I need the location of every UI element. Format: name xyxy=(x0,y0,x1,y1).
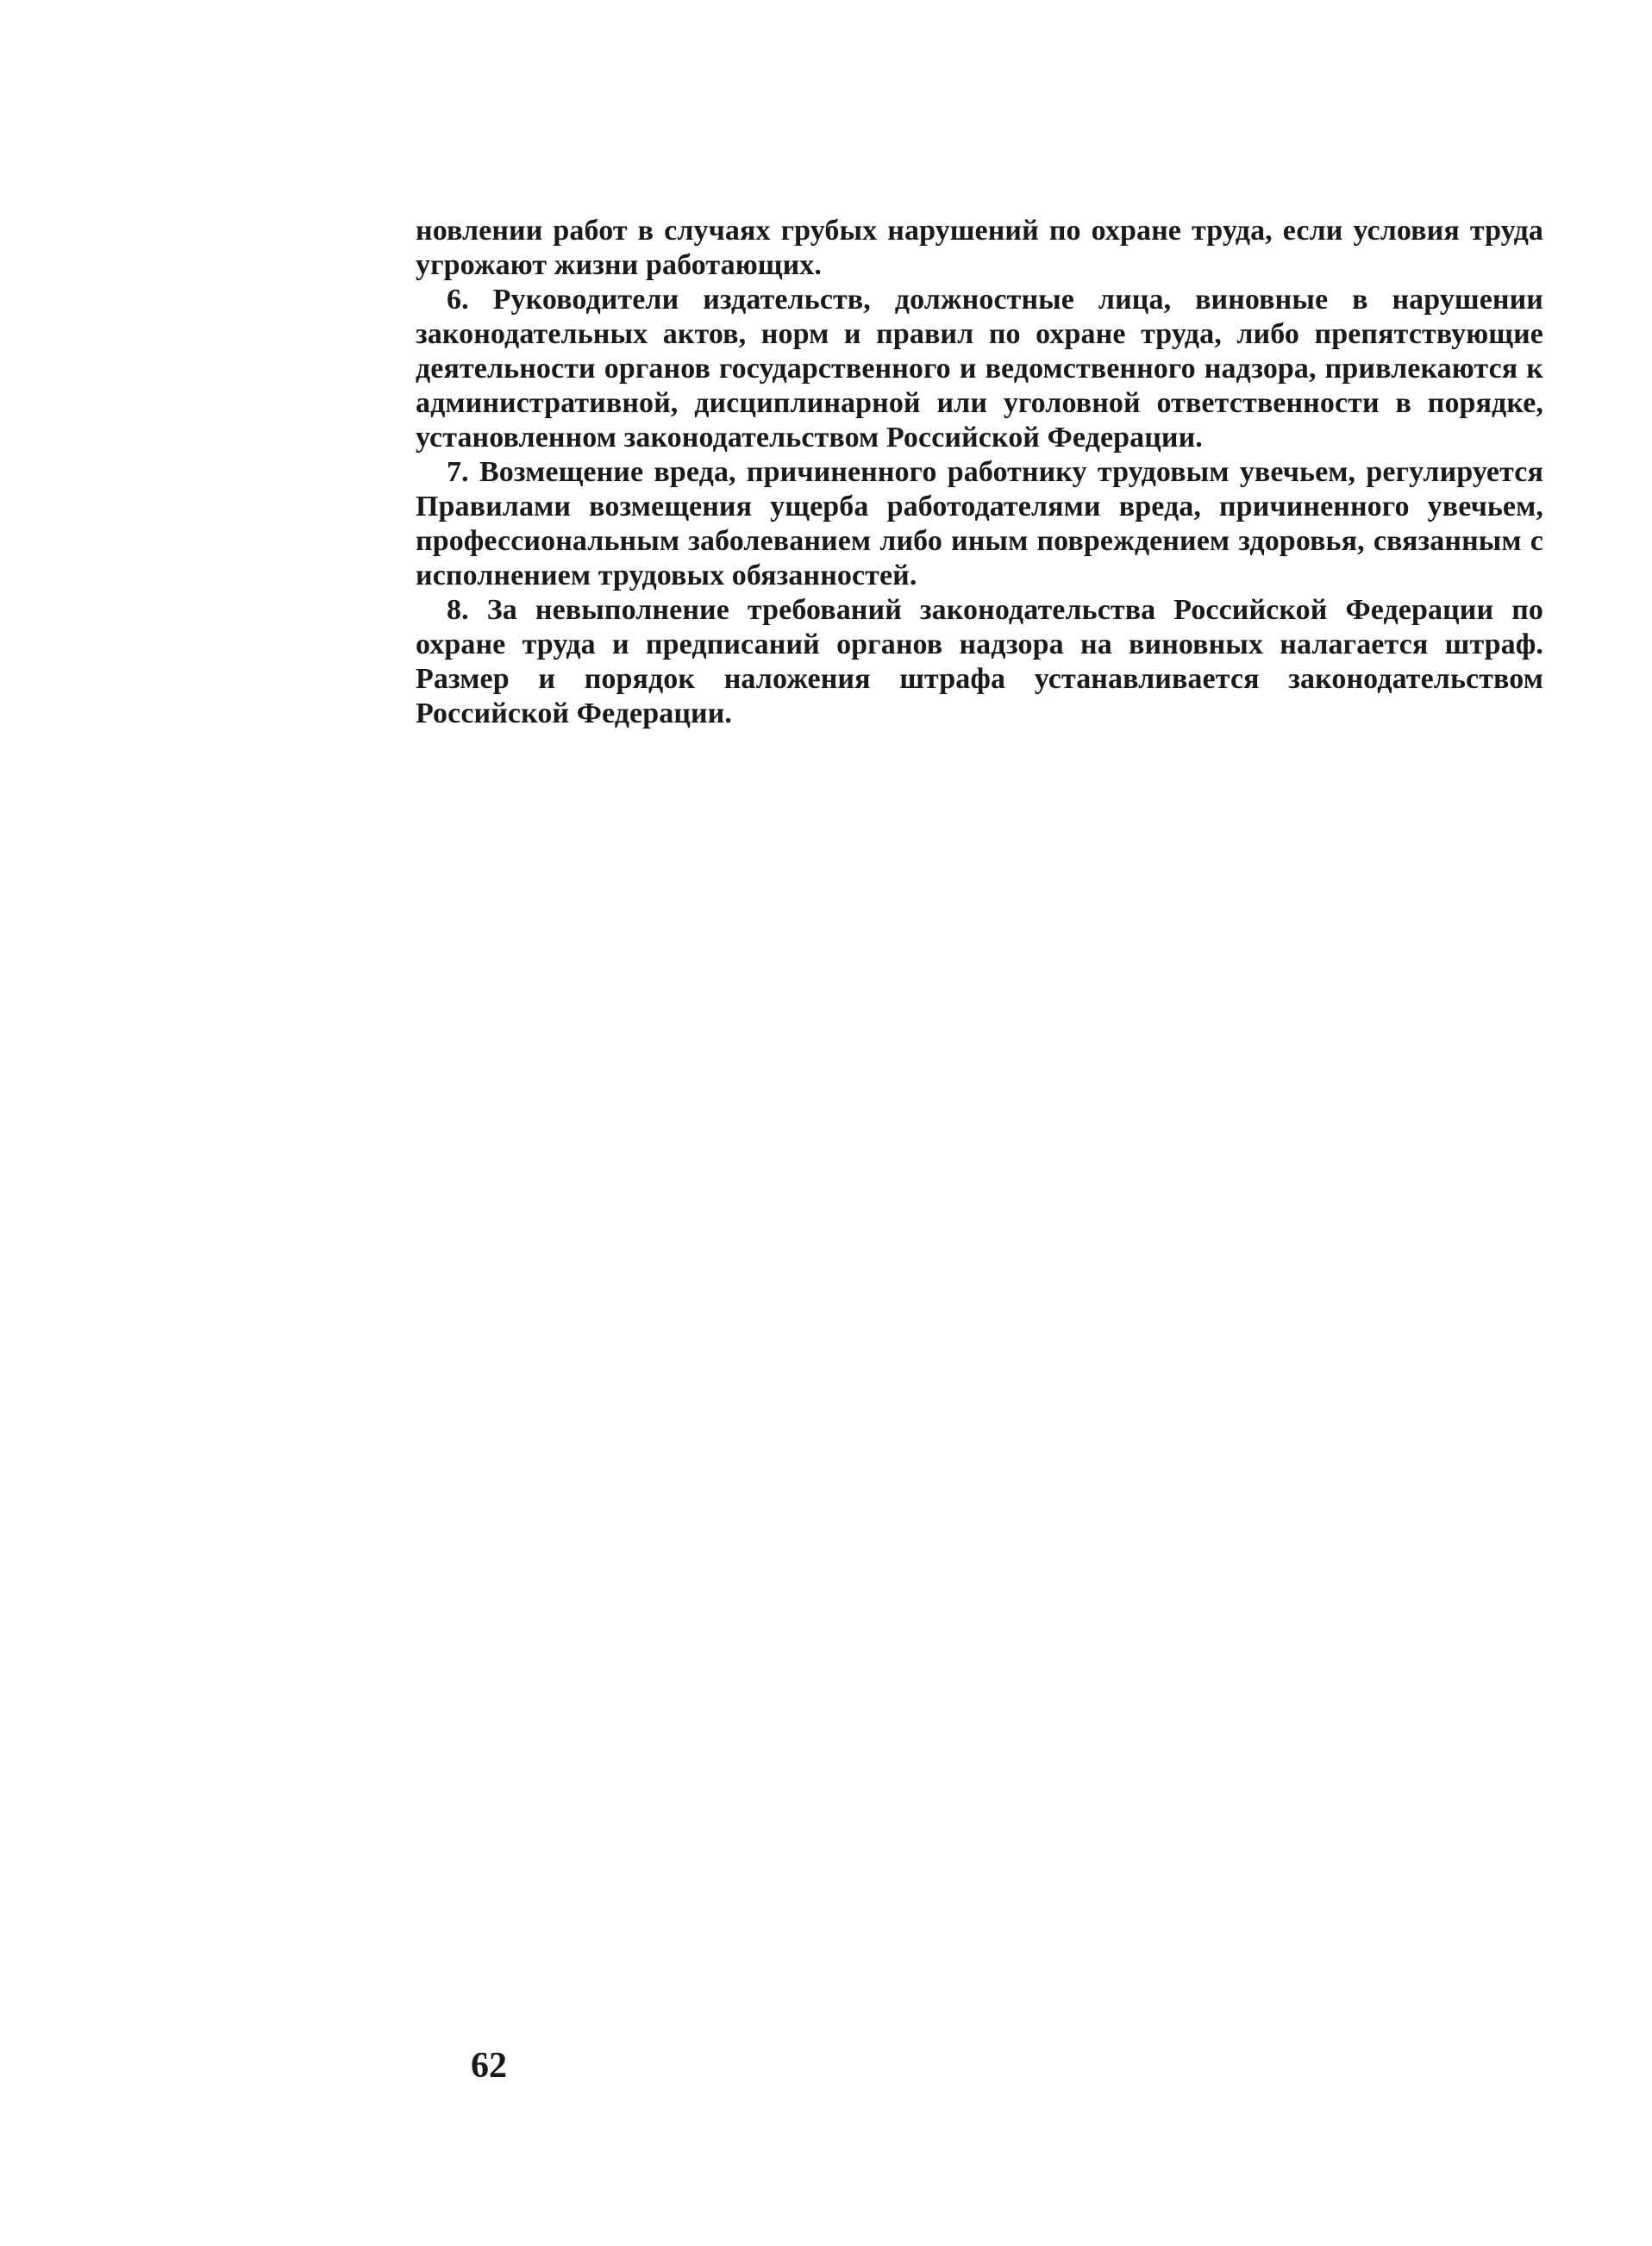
body-text xyxy=(416,214,1543,731)
page-number: 62 xyxy=(471,2046,507,2086)
paragraph-item-7: 7. Возмещение вреда, причиненного работнику трудовым увечьем, регулируется Правилами возмещения ущерба работодателями вреда, причиненного увечьем, профессиональным заболеванием либо иным повреждением здоровья, связанным с исполнением трудовых обязанностей. xyxy=(416,456,1543,591)
paragraph-continuation: новлении работ в случаях грубых нарушений по охране труда, если условия труда угрожают жизни работающих. xyxy=(416,215,1543,281)
paragraph-item-8: 8. За невыполнение требований законодательства Российской Федерации по охране труда и предписаний органов надзора на виновных налагается штраф. Размер и порядок наложения штрафа устанавливается законодательством Российской Федерации. xyxy=(416,594,1543,729)
paragraph-item-6: 6. Руководители издательств, должностные лица, виновные в нарушении законодательных актов, норм и правил по охране труда, либо препятствующие деятельности органов государственного и ведомственного надзора, привлекаются к административной, дисциплинарной или уголовной ответственности в порядке, установленном законодательством Российской Федерации. xyxy=(416,284,1543,454)
